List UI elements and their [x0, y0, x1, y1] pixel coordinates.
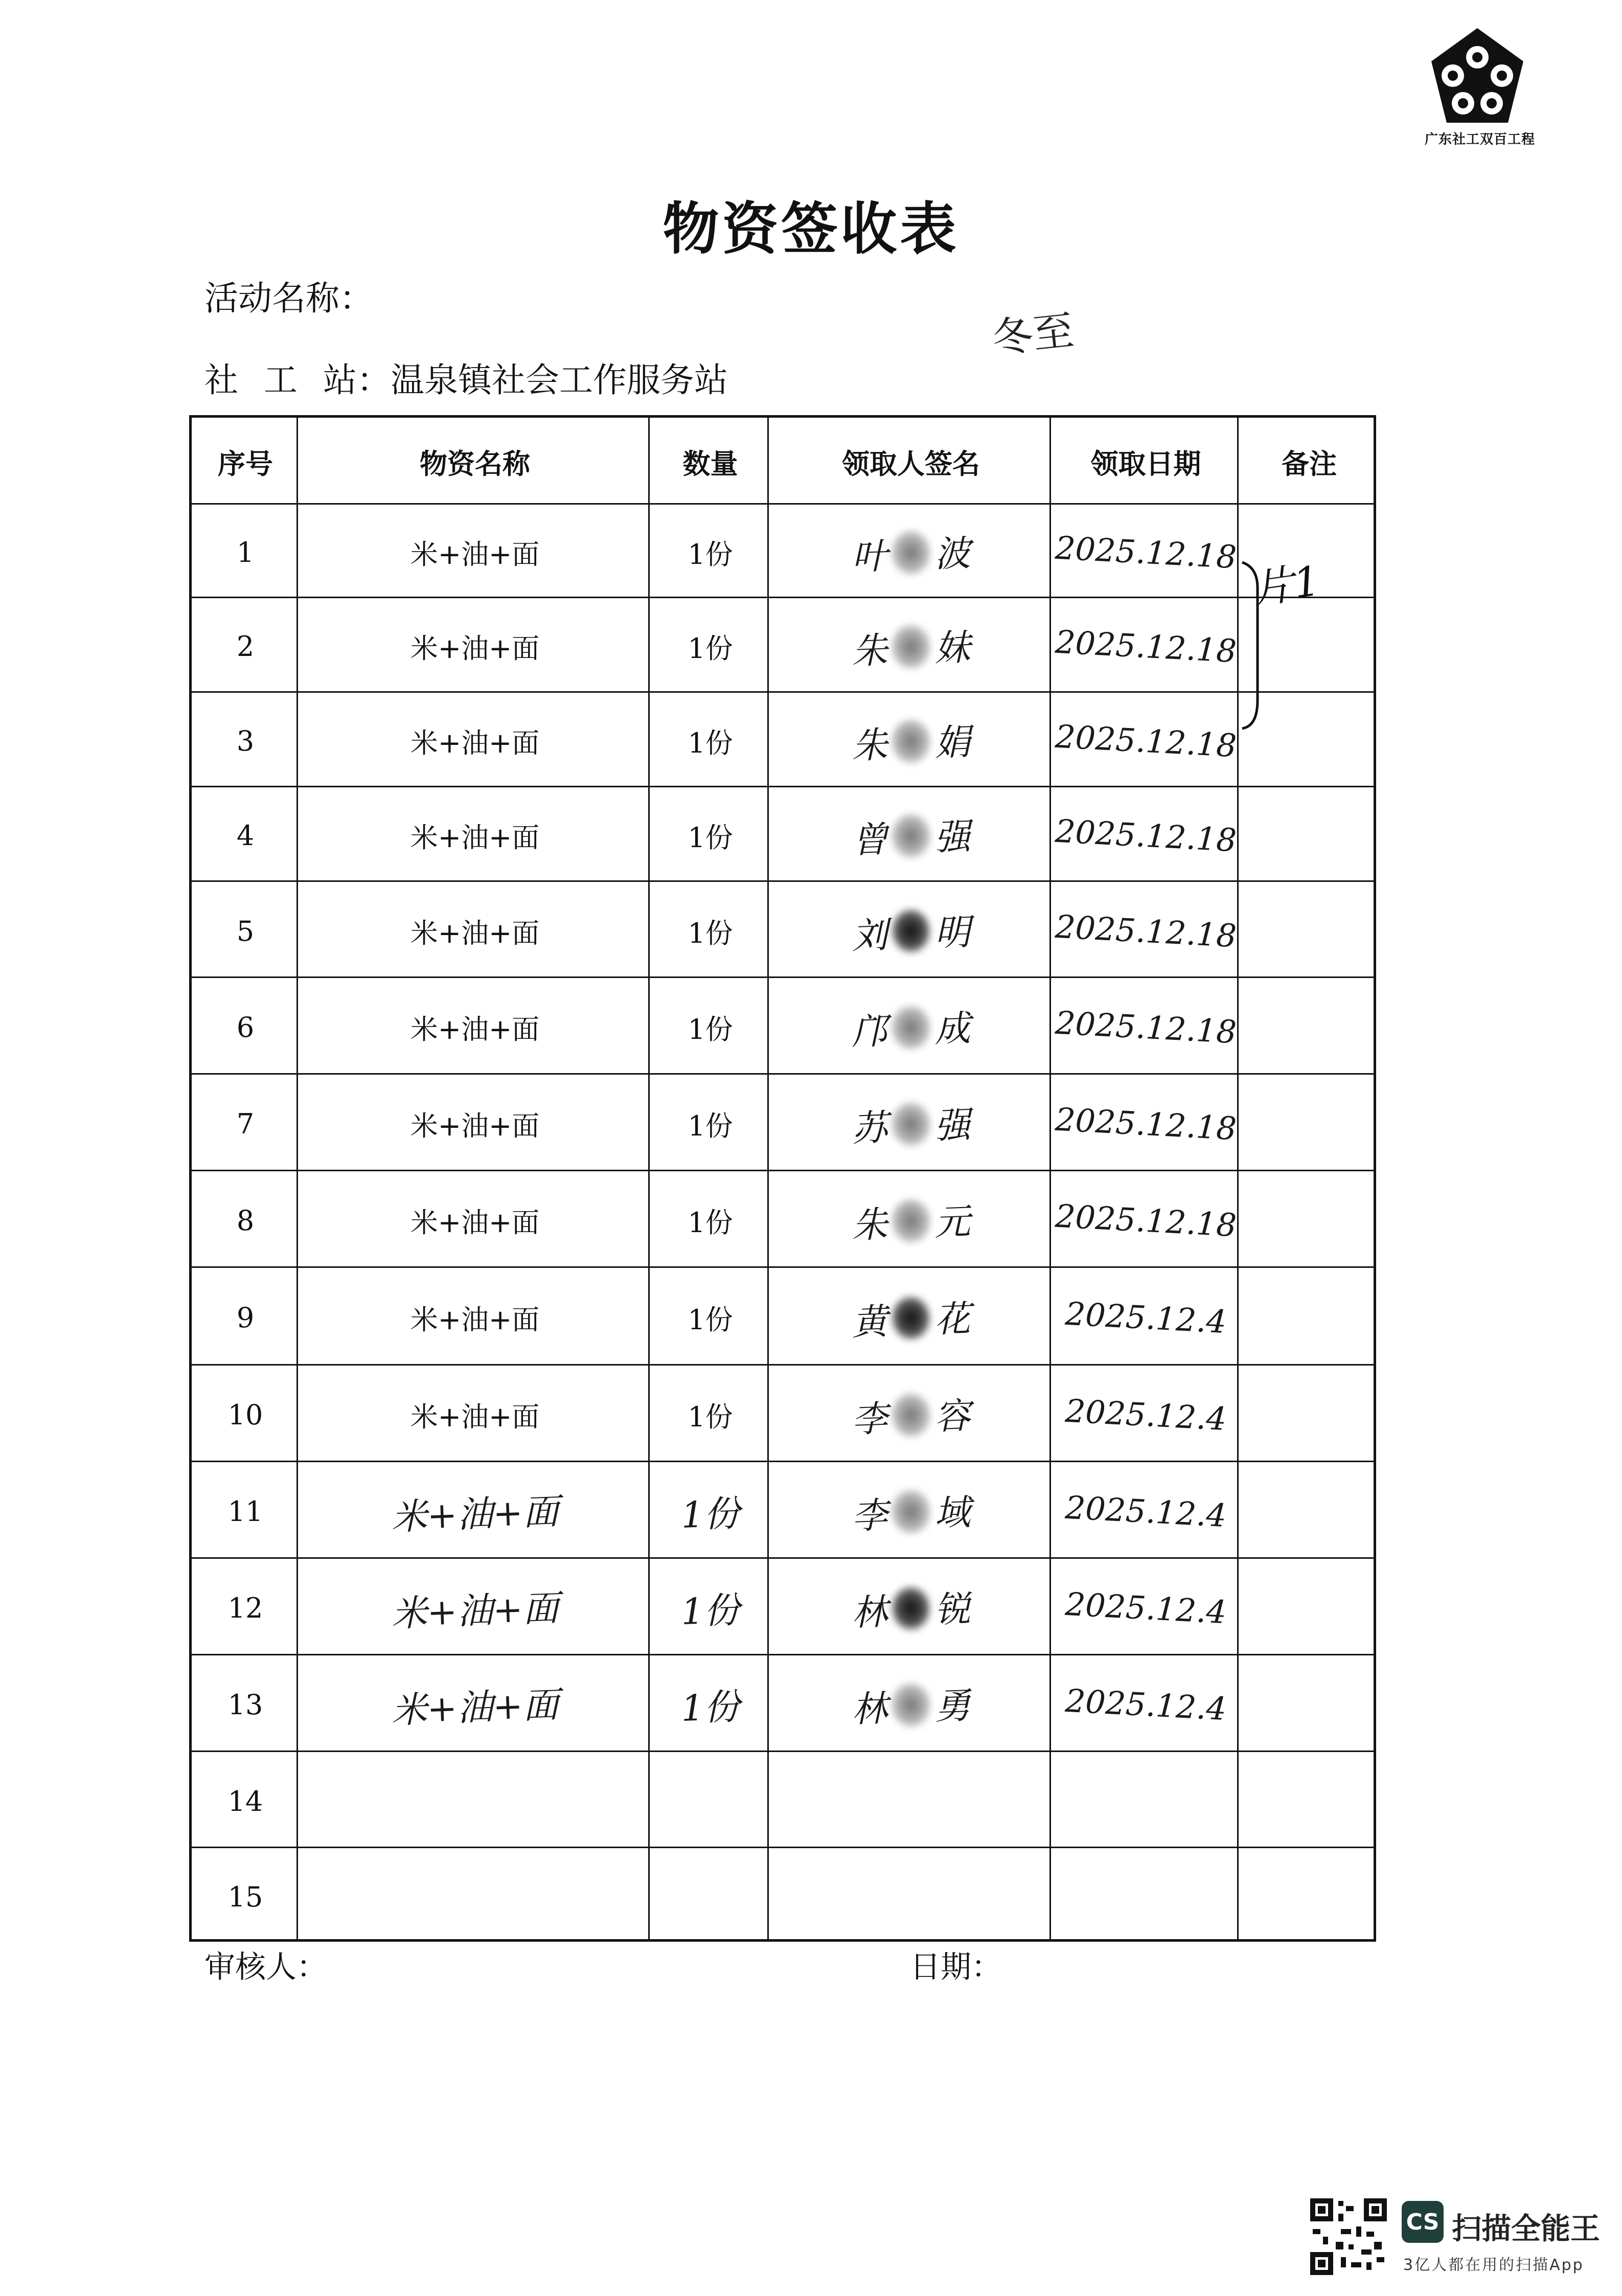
station-label-3: 站：	[323, 360, 391, 400]
item-name: 米+油+面	[410, 1013, 540, 1045]
item-quantity	[649, 1847, 771, 1946]
redacted-blur	[889, 1681, 932, 1729]
page-title: 物资签收表	[662, 196, 960, 262]
redacted-blur	[889, 1391, 932, 1439]
camscanner-logo-icon: CS	[1402, 2201, 1444, 2243]
scanner-app-name: 扫描全能王	[1452, 2211, 1601, 2246]
row-number: 14	[227, 1785, 263, 1817]
recipient-signature	[768, 1458, 1054, 1564]
row-number: 7	[236, 1108, 255, 1140]
signature-given-name: 域	[933, 1491, 971, 1535]
remark-cell	[1240, 788, 1379, 883]
signature-surname: 林	[851, 1590, 888, 1634]
item-quantity: 1份	[688, 1207, 733, 1239]
recipient-signature	[768, 501, 1054, 604]
item-name: 米+油+面	[410, 538, 540, 571]
receipt-date: 2025.12.4	[1064, 1585, 1227, 1631]
header-item: 物资名称	[420, 447, 530, 480]
redacted-blur	[889, 1294, 932, 1342]
recipient-signature	[768, 1555, 1054, 1661]
remark-cell	[1240, 1463, 1379, 1560]
header-qty: 数量	[682, 447, 738, 480]
signature-surname: 朱	[851, 723, 888, 767]
signature-surname: 朱	[851, 1203, 888, 1247]
item-quantity: 1份	[680, 1686, 741, 1730]
redacted-blur	[889, 1584, 932, 1632]
item-quantity	[649, 1751, 771, 1851]
recipient-signature	[768, 783, 1054, 888]
remark-cell	[1240, 883, 1379, 979]
remark-cell	[1240, 1560, 1379, 1656]
signature-given-name: 勇	[933, 1684, 971, 1728]
item-name: 米+油+面	[410, 1110, 540, 1142]
redacted-blur	[889, 907, 932, 955]
recipient-signature	[768, 1651, 1054, 1758]
item-name	[298, 1843, 652, 1950]
receipt-date: 2025.12.18	[1054, 1100, 1238, 1148]
recipient-signature	[768, 1264, 1054, 1371]
row-number: 15	[227, 1880, 263, 1913]
receipt-date	[1049, 1748, 1242, 1854]
item-name: 米+油+面	[391, 1490, 560, 1538]
signature-surname: 苏	[851, 1106, 888, 1150]
remark-cell	[1240, 1849, 1379, 1944]
header-remark: 备注	[1282, 447, 1337, 480]
recipient-signature	[768, 1361, 1054, 1468]
header-date: 领取日期	[1090, 447, 1201, 480]
signature-given-name: 明	[933, 911, 971, 954]
activity-label: 活动名称：	[204, 279, 373, 318]
recipient-signature	[768, 1167, 1054, 1274]
item-name: 米+油+面	[410, 1304, 540, 1336]
receipt-date: 2025.12.4	[1064, 1392, 1227, 1438]
station-value: 温泉镇社会工作服务站	[391, 360, 728, 400]
item-quantity: 1份	[688, 1304, 733, 1336]
recipient-signature	[768, 974, 1054, 1080]
item-quantity: 1份	[688, 1401, 733, 1433]
signature-given-name: 娟	[933, 720, 971, 764]
receipt-date: 2025.12.18	[1054, 812, 1238, 859]
redacted-blur	[889, 1197, 932, 1244]
signature-given-name: 强	[933, 1103, 971, 1147]
station-row	[204, 353, 728, 401]
item-quantity: 1份	[688, 822, 733, 854]
signature-surname: 朱	[851, 629, 888, 673]
item-name	[298, 1747, 652, 1855]
row-number: 4	[236, 820, 255, 852]
remark-cell	[1240, 1172, 1379, 1269]
header-no: 序号	[218, 447, 273, 480]
row-number: 9	[236, 1302, 255, 1334]
item-quantity: 1份	[680, 1589, 741, 1633]
row-number: 13	[227, 1689, 263, 1721]
recipient-signature	[768, 1844, 1054, 1949]
qr-code-icon	[1310, 2198, 1387, 2275]
signature-surname: 李	[851, 1397, 888, 1441]
signature-given-name: 花	[933, 1297, 971, 1341]
row-number: 2	[236, 630, 255, 663]
item-name: 米+油+面	[391, 1684, 560, 1732]
item-name: 米+油+面	[410, 632, 540, 665]
item-name: 米+油+面	[410, 1401, 540, 1433]
item-quantity: 1份	[688, 917, 733, 949]
signature-surname: 刘	[851, 914, 888, 957]
recipient-signature	[768, 689, 1054, 793]
redacted-blur	[889, 1488, 932, 1535]
row-number: 11	[227, 1495, 263, 1528]
scanner-tagline: 3亿人都在用的扫描App	[1403, 2256, 1584, 2274]
recipient-signature	[768, 594, 1054, 698]
remark-cell	[1240, 979, 1379, 1076]
recipient-signature	[768, 878, 1054, 984]
row-number: 5	[236, 915, 255, 947]
redacted-blur	[889, 1004, 932, 1051]
item-quantity: 1份	[688, 538, 733, 571]
receipt-date: 2025.12.4	[1064, 1681, 1227, 1728]
item-quantity: 1份	[688, 632, 733, 665]
receipt-date: 2025.12.18	[1054, 529, 1238, 576]
logo-text: 广东社工双百工程	[1424, 132, 1535, 147]
item-name: 米+油+面	[410, 727, 540, 759]
receipt-date: 2025.12.18	[1054, 623, 1238, 670]
signature-given-name: 妹	[933, 626, 971, 670]
item-name: 米+油+面	[410, 1207, 540, 1239]
item-quantity: 1份	[688, 1013, 733, 1045]
redacted-blur	[889, 623, 932, 670]
signature-surname: 曾	[851, 818, 888, 862]
signature-given-name: 成	[933, 1007, 971, 1051]
remark-cell	[1240, 1076, 1379, 1172]
receipt-date: 2025.12.18	[1054, 907, 1238, 954]
station-label-1: 社	[204, 360, 238, 400]
signature-surname: 李	[851, 1494, 888, 1538]
reviewer-label: 审核人：	[204, 1949, 327, 1985]
receipt-date: 2025.12.18	[1054, 717, 1238, 765]
signature-given-name: 容	[933, 1394, 971, 1438]
signature-given-name: 锐	[933, 1587, 971, 1631]
row-number: 10	[227, 1399, 263, 1431]
date-label: 日期：	[910, 1949, 1002, 1985]
item-quantity: 1份	[680, 1492, 741, 1536]
receipt-date: 2025.12.4	[1064, 1294, 1227, 1341]
redacted-blur	[889, 717, 932, 765]
row-number: 12	[227, 1592, 263, 1624]
redacted-blur	[889, 529, 932, 576]
five-petal-logo-icon	[1426, 26, 1528, 128]
row-number: 3	[236, 725, 255, 757]
signature-surname: 黄	[851, 1300, 888, 1344]
signature-given-name: 波	[933, 532, 971, 576]
signature-given-name: 强	[933, 815, 971, 859]
header-signature: 领取人签名	[842, 447, 980, 480]
recipient-signature	[768, 1071, 1054, 1177]
remark-cell	[1240, 1367, 1379, 1463]
row-number: 1	[236, 536, 255, 569]
row-number: 8	[236, 1204, 255, 1237]
redacted-blur	[889, 812, 932, 859]
receipt-table	[189, 415, 1376, 1942]
remark-cell	[1240, 1656, 1379, 1753]
activity-value-handwritten: 冬至	[990, 306, 1077, 363]
signature-surname: 林	[851, 1687, 888, 1731]
item-quantity: 1份	[688, 727, 733, 759]
remark-cell	[1240, 1753, 1379, 1849]
receipt-date: 2025.12.18	[1054, 1004, 1238, 1051]
redacted-blur	[889, 1100, 932, 1148]
item-name: 米+油+面	[410, 822, 540, 854]
item-name: 米+油+面	[391, 1587, 560, 1635]
item-quantity: 1份	[688, 1110, 733, 1142]
item-name: 米+油+面	[410, 917, 540, 949]
signature-surname: 邝	[851, 1010, 888, 1054]
signature-given-name: 元	[933, 1200, 971, 1244]
row-number: 6	[236, 1011, 255, 1043]
station-label-2: 工	[264, 360, 298, 400]
receipt-date: 2025.12.18	[1054, 1197, 1238, 1244]
remark-cell	[1240, 1269, 1379, 1367]
recipient-signature	[768, 1748, 1054, 1854]
signature-surname: 叶	[851, 535, 888, 579]
receipt-date	[1049, 1845, 1242, 1949]
receipt-date: 2025.12.4	[1064, 1488, 1227, 1535]
remark-text: 片1	[1250, 557, 1323, 613]
